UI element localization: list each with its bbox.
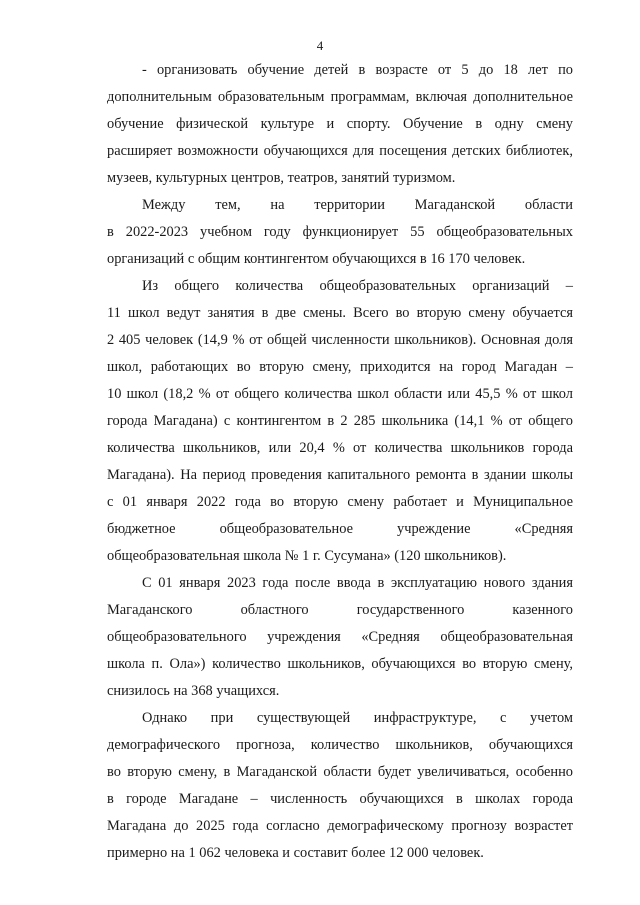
text-line: Из общего количества общеобразовательных организаций – [142, 278, 573, 294]
text-line: города Магадана) с контингентом в 2 285 школьника (14,1 % от общего [107, 413, 573, 429]
text-line: в городе Магадане – численность обучающихся в школах города [107, 791, 573, 807]
text-line: с 01 января 2022 года во вторую смену работает и Муниципальное [107, 494, 573, 510]
text-line: Магадана). На период проведения капитального ремонта в здании школы [107, 467, 573, 483]
text-line: количества школьников, или 20,4 % от количества школьников города [107, 440, 573, 456]
text-line: Магадана до 2025 года согласно демографическому прогнозу возрастет [107, 818, 573, 834]
text-line: во вторую смену, в Магаданской области будет увеличиваться, особенно [107, 764, 573, 780]
text-line: Между тем, на территории Магаданской области [142, 197, 573, 213]
text-line: школа п. Ола») количество школьников, обучающихся во вторую смену, [107, 656, 573, 672]
text-line: музеев, культурных центров, театров, занятий туризмом. [107, 170, 456, 186]
text-line: 10 школ (18,2 % от общего количества школ области или 45,5 % от школ [107, 386, 573, 402]
text-line: расширяет возможности обучающихся для посещения детских библиотек, [107, 143, 573, 159]
text-line: в 2022-2023 учебном году функционирует 55 общеобразовательных [107, 224, 573, 240]
text-line: обучение физической культуре и спорту. Обучение в одну смену [107, 116, 573, 132]
text-line: Магаданского областного государственного казенного [107, 602, 573, 618]
text-line: примерно на 1 062 человека и составит более 12 000 человек. [107, 845, 484, 861]
text-line: снизилось на 368 учащихся. [107, 683, 280, 699]
text-line: общеобразовательного учреждения «Средняя общеобразовательная [107, 629, 573, 645]
text-line: демографического прогноза, количество школьников, обучающихся [107, 737, 573, 753]
text-line: организаций с общим контингентом обучающихся в 16 170 человек. [107, 251, 526, 267]
text-line: Однако при существующей инфраструктуре, с учетом [142, 710, 573, 726]
text-line: общеобразовательная школа № 1 г. Сусумана» (120 школьников). [107, 548, 507, 564]
text-line: дополнительным образовательным программам, включая дополнительное [107, 89, 573, 105]
page-number: 4 [316, 38, 324, 53]
text-line: школ, работающих во вторую смену, приходится на город Магадан – [107, 359, 573, 375]
text-line: - организовать обучение детей в возрасте от 5 до 18 лет по [142, 62, 573, 78]
text-line: 2 405 человек (14,9 % от общей численности школьников). Основная доля [107, 332, 573, 348]
text-line: С 01 января 2023 года после ввода в эксплуатацию нового здания [142, 575, 573, 591]
text-line: бюджетное общеобразовательное учреждение «Средняя [107, 521, 573, 537]
text-line: 11 школ ведут занятия в две смены. Всего во вторую смену обучается [107, 305, 573, 321]
